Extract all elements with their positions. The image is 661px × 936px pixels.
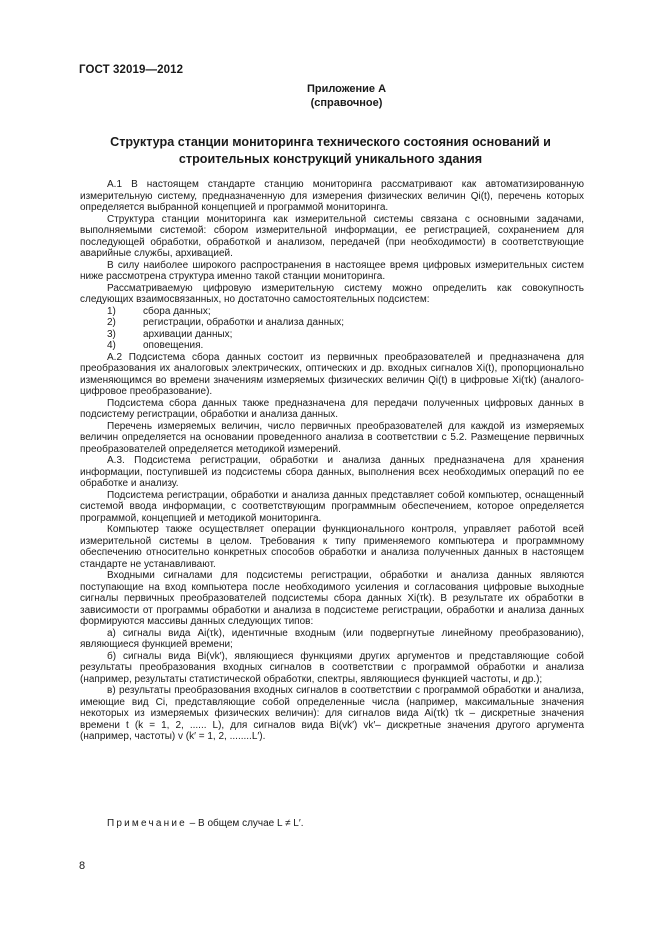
list-item	[80, 329, 584, 341]
appendix-label: Приложение А	[306, 83, 387, 95]
title-line-2: строительных конструкций уникального здания	[178, 152, 483, 166]
appendix-heading	[0, 82, 661, 110]
paragraph: Входными сигналами для подсистемы регистрации, обработки и анализа данных являются поступающие на вход компьютера после необходимого усиления и согласования цифровые выходные сигналы первичных преобразователей подсистемы сбора данных Xi(τk). В результате их обработки в зависимости от программы обработки и анализа в подсистеме регистрации, обработки и анализа данных формируются массивы данных следующих типов:	[80, 570, 584, 627]
paragraph: Структура станции мониторинга как измерительной системы связана с основными задачами, выполняемыми системой: сбором измерительной информации, ее регистрацией, сохранением для последующей обработки, обработкой и анализом, передачей (при необходимости) в соответствующие аварийные службы, архивацией.	[80, 213, 584, 259]
list-item-text: архивации данных;	[143, 328, 233, 340]
paragraph: Подсистема сбора данных также предназначена для передачи полученных цифровых данных в подсистему регистрации, обработки и анализа данных.	[80, 397, 584, 420]
paragraph: Рассматриваемую цифровую измерительную систему можно определить как совокупность следующих взаимосвязанных, но достаточно самостоятельных подсистем:	[80, 282, 584, 305]
list-item-number: 4)	[107, 340, 116, 351]
list-item-number: 3)	[107, 328, 116, 340]
paragraph: В силу наиболее широкого распространения в настоящее время цифровых измерительных систем ниже рассмотрена структура именно такой станции мониторинга.	[80, 259, 584, 282]
paragraph: А.2 Подсистема сбора данных состоит из первичных преобразователей и предназначена для преобразования их аналоговых электрических, оптических и др. входных сигналов Xi(t), пропорционально изменяющимся во времени значениям измеряемых физических величин Qi(t) в цифровые Xi(τk) (аналого-цифровое преобразование).	[80, 351, 584, 397]
note	[107, 818, 303, 830]
paragraph: Подсистема регистрации, обработки и анализа данных представляет собой компьютер, оснащенный системой ввода информации, с соответствующим программным обеспечением, которое определяется программой, концепцией и методикой мониторинга.	[80, 489, 584, 524]
list-item	[80, 340, 584, 352]
standard-code: ГОСТ 32019—2012	[79, 64, 184, 76]
section-title	[70, 134, 591, 168]
title-line-1: Структура станции мониторинга технического состояния оснований и	[110, 135, 551, 149]
list-item	[80, 317, 584, 329]
list-item-text: регистрации, обработки и анализа данных;	[143, 317, 345, 328]
body-text	[80, 179, 584, 743]
list-item-text: сбора данных;	[143, 305, 211, 317]
appendix-kind: (справочное)	[310, 97, 383, 109]
page-number: 8	[79, 860, 86, 872]
list-item-number: 2)	[107, 317, 116, 328]
note-text: – В общем случае L ≠ L′.	[186, 818, 304, 829]
paragraph: б) сигналы вида Bi(vk′), являющиеся функциями других аргументов и представляющие собой результаты преобразования входных сигналов в соответствии с программой обработки и анализа (например, результаты статистической обработки, спектры, являющиеся функцией частоты, и др.);	[80, 650, 584, 685]
paragraph: а) сигналы вида Ai(τk), идентичные входным (или подвергнутые линейному преобразованию), являющиеся функцией времени;	[80, 627, 584, 650]
paragraph: Перечень измеряемых величин, число первичных преобразователей для каждой из измеряемых величин определяется на основании проведенного анализа в соответствии с 5.2. Размещение первичных преобразователей определяется методикой измерений.	[80, 420, 584, 455]
list-item-text: оповещения.	[143, 340, 204, 351]
list-item	[80, 306, 584, 318]
paragraph: в) результаты преобразования входных сигналов в соответствии с программой обработки и анализа, имеющие вид Ci, представляющие собой определенные числа (например, максимальные значения некоторых из измеряемых физических величин): для сигналов вида Ai(τk) τk – дискретные значения времени t (k = 1, 2, ...... L), для сигналов вида Bi(vk′) vk′– дискретные значения другого аргумента (например, частоты) v (k′ = 1, 2, ........L′).	[80, 685, 584, 742]
list-item-number: 1)	[107, 305, 116, 317]
paragraph: А.3. Подсистема регистрации, обработки и анализа данных предназначена для хранения информации, поступившей из подсистемы сбора данных, выполнения всех необходимых операций по ее обработке и анализу.	[80, 455, 584, 489]
note-label: Примечание	[107, 818, 187, 829]
paragraph: Компьютер также осуществляет операции функционального контроля, управляет работой всей измерительной системы в целом. Требования к типу применяемого компьютера и программному обеспечению относительно конкретных способов обработки и анализа полученных данных в настоящем стандарте не устанавливают.	[80, 524, 584, 570]
paragraph: А.1 В настоящем стандарте станцию мониторинга рассматривают как автоматизированную измерительную систему, предназначенную для измерения физических величин Qi(t), перечень которых определяется выбранной концепцией и программой мониторинга.	[80, 179, 584, 213]
